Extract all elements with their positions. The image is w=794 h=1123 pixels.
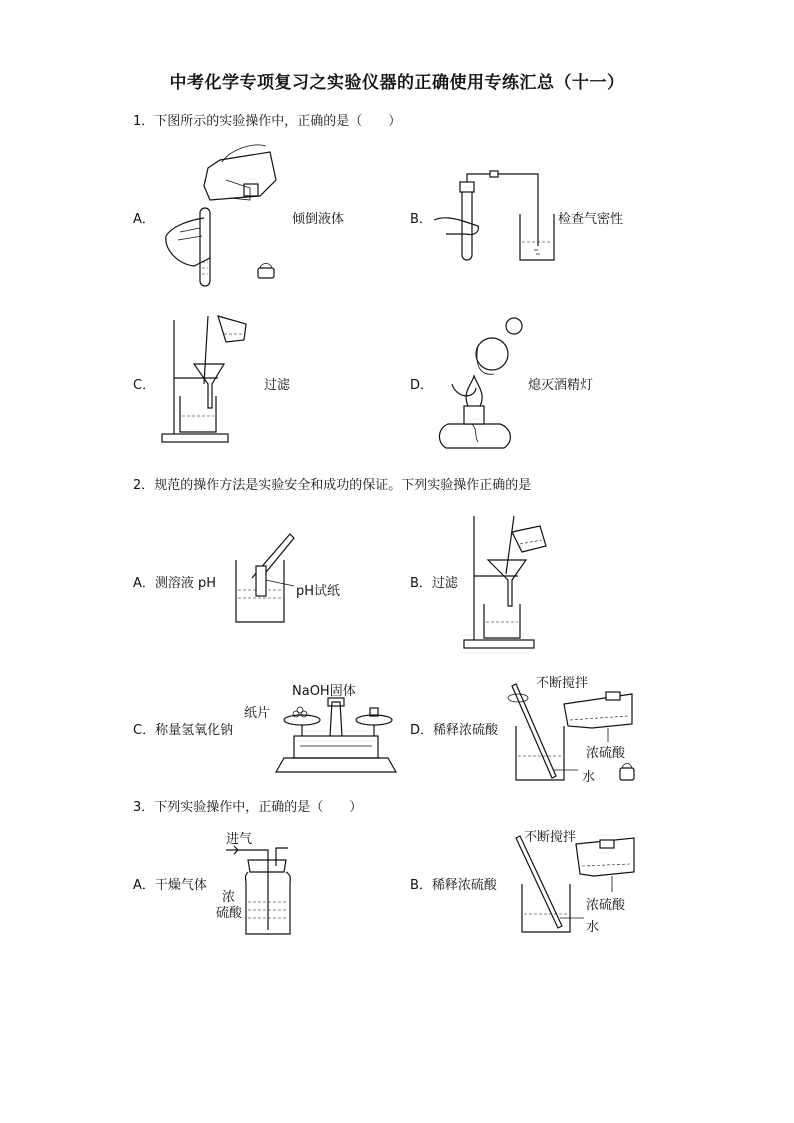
q2-option-c-letter: C．称量氢氧化钠 — [133, 723, 234, 738]
q2-option-c-balance-figure — [276, 696, 396, 774]
q3-option-a-label-in: 进气 — [226, 832, 253, 847]
q2-option-a-label: pH试纸 — [296, 584, 341, 599]
page-title: 中考化学专项复习之实验仪器的正确使用专练汇总（十一） — [169, 73, 625, 93]
q1-option-d-letter: D． — [410, 378, 434, 393]
q1-option-c-filter-figure — [158, 312, 268, 444]
question-3-stem: 3．下列实验操作中，正确的是（ ） — [133, 800, 363, 815]
q1-option-b-letter: B． — [410, 212, 432, 227]
q3-option-b-label-water: 水 — [586, 920, 600, 935]
q1-option-b-airtight-figure — [434, 170, 558, 262]
q1-option-a-caption: 倾倒液体 — [292, 212, 345, 227]
q1-option-d-caption: 熄灭酒精灯 — [528, 378, 594, 393]
q3-option-a-drying-bottle-figure — [222, 842, 296, 936]
q2-option-a-ph-figure — [232, 530, 296, 626]
q2-option-d-letter: D．稀释浓硫酸 — [410, 723, 499, 738]
q2-option-d-label-stir: 不断搅拌 — [536, 676, 589, 691]
q2-option-d-label-water: 水 — [582, 770, 596, 785]
q1-option-b-caption: 检查气密性 — [558, 212, 624, 227]
q2-option-d-label-acid: 浓硫酸 — [586, 746, 626, 761]
q1-option-c-caption: 过滤 — [264, 378, 291, 393]
q2-option-a-letter: A．测溶液 pH — [133, 576, 217, 591]
q3-option-b-label-stir: 不断搅拌 — [524, 830, 577, 845]
q2-option-d-dilution-figure — [508, 682, 650, 786]
q1-option-d-alcohol-lamp-figure — [434, 316, 528, 452]
q3-option-a-letter: A．干燥气体 — [133, 878, 207, 893]
q3-option-b-letter: B．稀释浓硫酸 — [410, 878, 497, 893]
q1-option-a-letter: A． — [133, 212, 155, 227]
q3-option-b-label-acid: 浓硫酸 — [586, 898, 626, 913]
q2-option-b-filter-figure — [460, 512, 560, 652]
question-1-stem: 1．下图所示的实验操作中，正确的是（ ） — [133, 114, 402, 129]
question-2-stem: 2．规范的操作方法是实验安全和成功的保证。下列实验操作正确的是 — [133, 478, 532, 493]
q1-option-c-letter: C． — [133, 378, 156, 393]
q1-option-a-pouring-figure — [160, 140, 290, 292]
q3-option-b-dilution-figure — [508, 832, 644, 936]
q3-option-a-label-acid-1: 浓 — [222, 890, 236, 905]
q2-option-c-label-naoh: NaOH固体 — [292, 684, 356, 699]
q2-option-c-label-paper: 纸片 — [244, 706, 271, 721]
q3-option-a-label-acid-2: 硫酸 — [216, 906, 243, 921]
q2-option-b-letter: B．过滤 — [410, 576, 458, 591]
